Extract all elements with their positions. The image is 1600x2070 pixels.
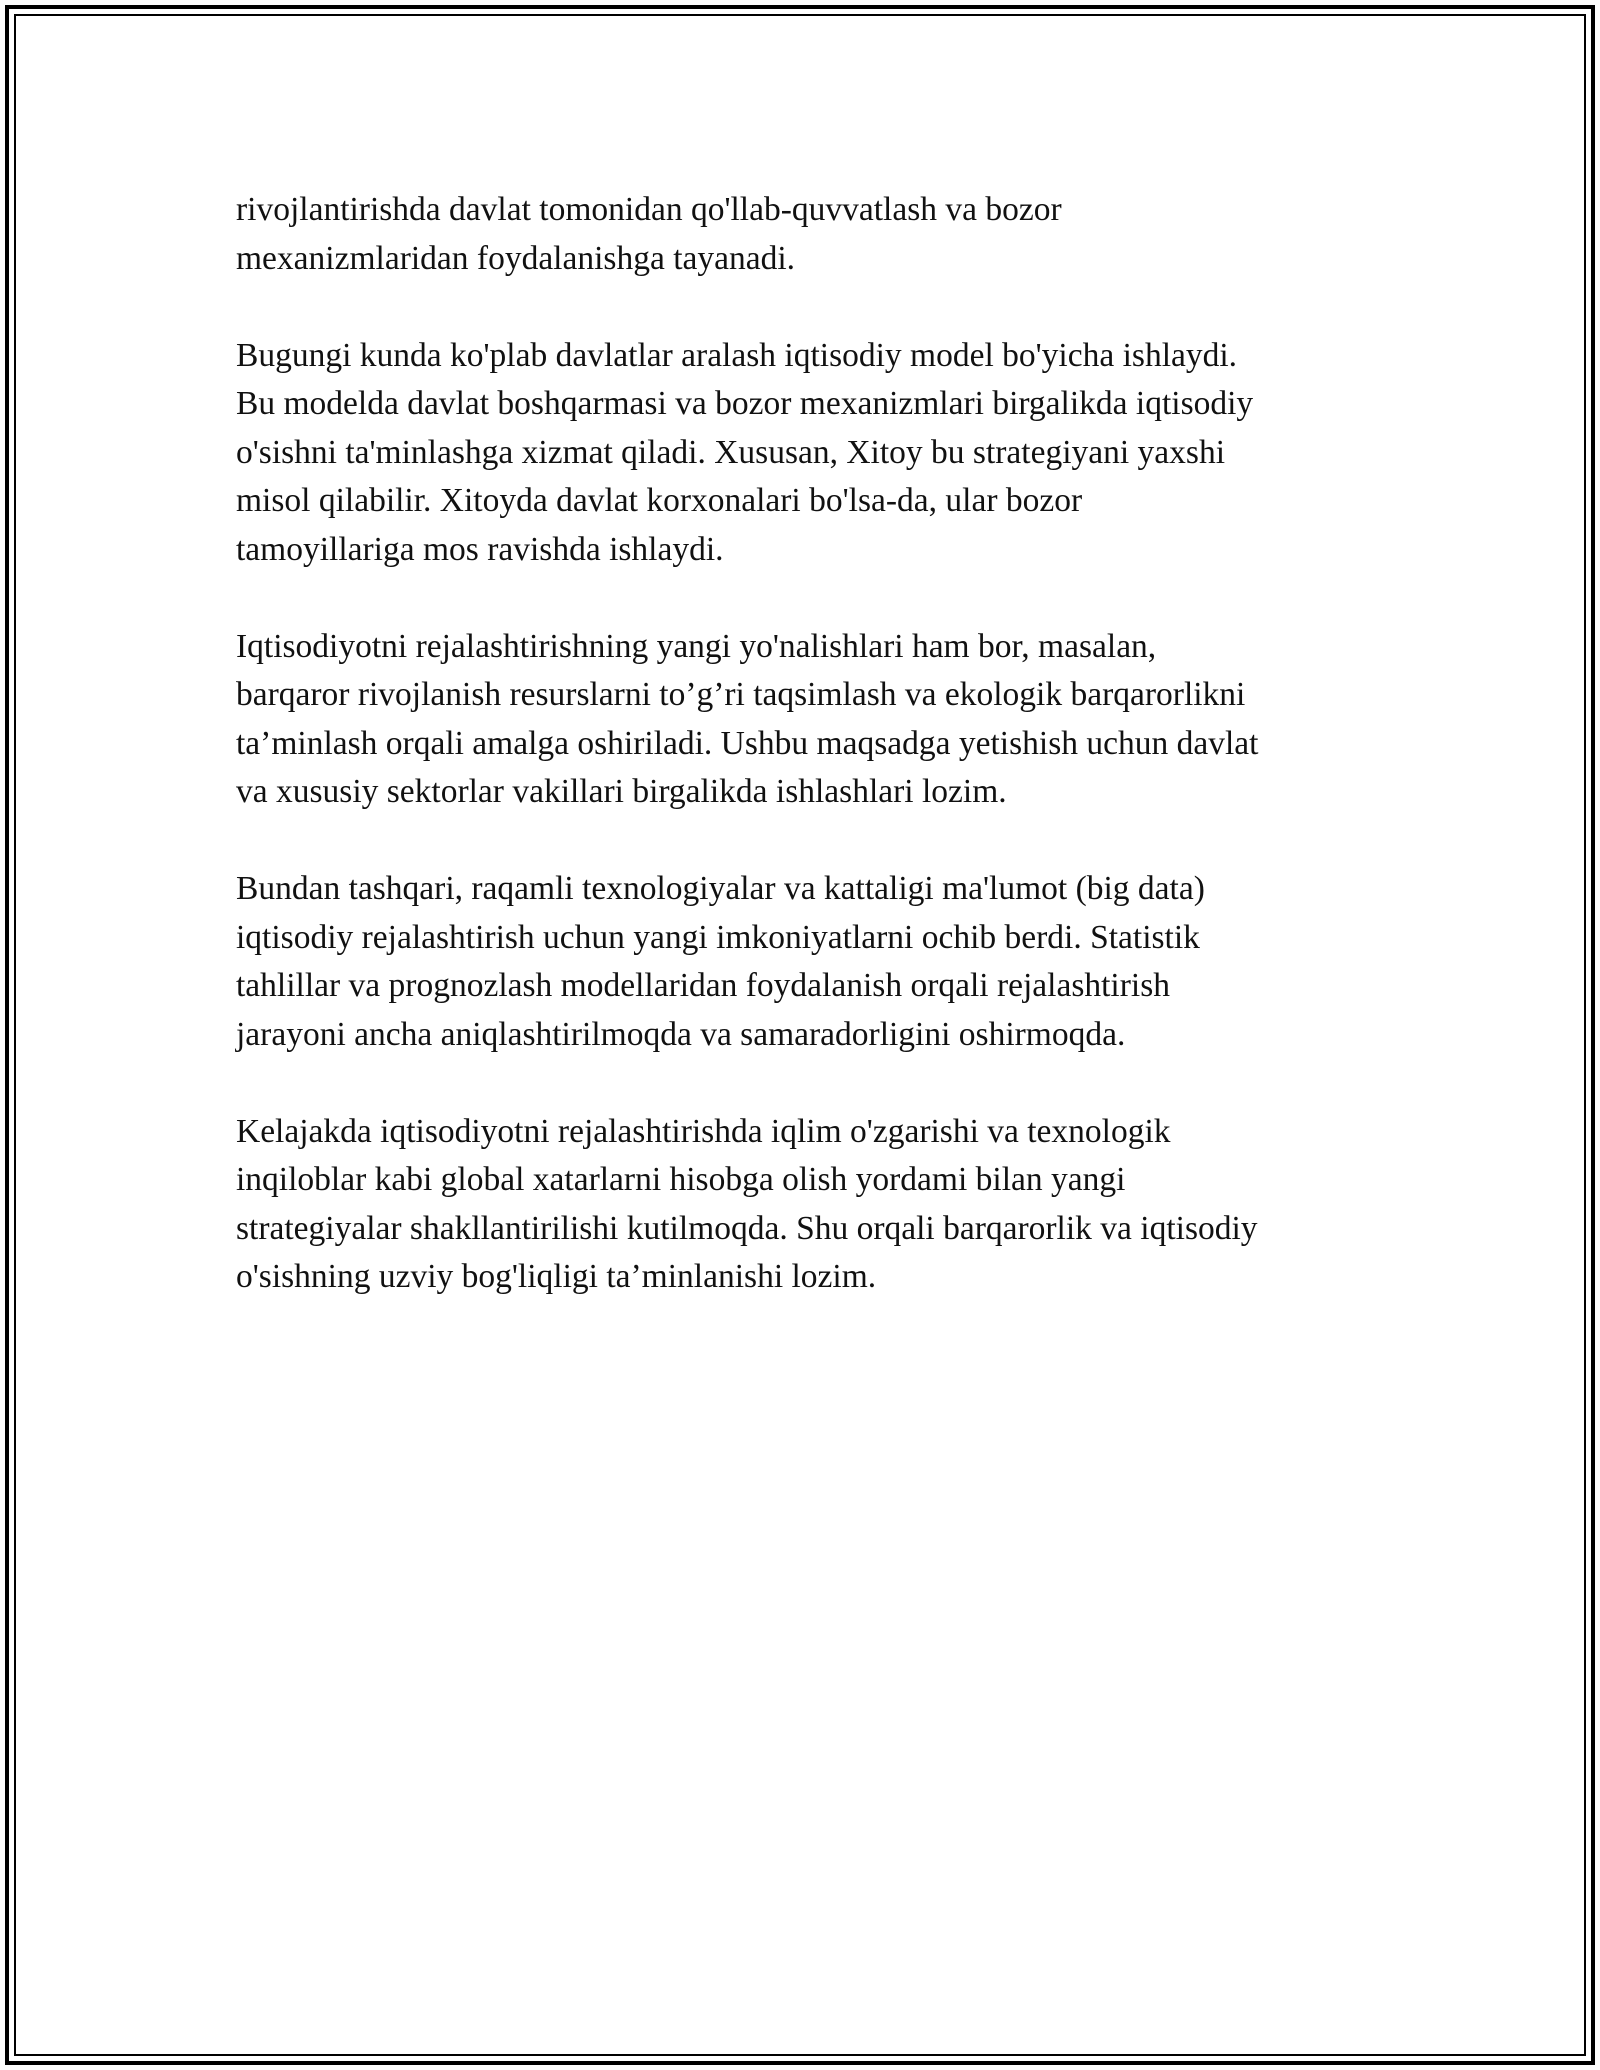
text-line: rivojlantirishda davlat tomonidan qo'llab-quvvatlash va bozor (236, 191, 1062, 228)
text-line: va xususiy sektorlar vakillari birgalikda ishlashlari lozim. (236, 773, 1007, 810)
text-line: Iqtisodiyotni rejalashtirishning yangi yo'nalishlari ham bor, masalan, (236, 627, 1157, 665)
text-line: Bundan tashqari, raqamli texnologiyalar va kattaligi ma'lumot (big data) (236, 870, 1205, 907)
text-line: inqiloblar kabi global xatarlarni hisobga olish yordami bilan yangi (236, 1161, 1126, 1198)
text-line: o'sishning uzviy bog'liqligi ta’minlanishi lozim. (236, 1258, 877, 1295)
text-line: Kelajakda iqtisodiyotni rejalashtirishda iqlim o'zgarishi va texnologik (236, 1112, 1171, 1150)
paragraph-4 (236, 865, 1376, 1059)
text-line: strategiyalar shakllantirilishi kutilmoqda. Shu orqali barqarorlik va iqtisodiy (236, 1209, 1258, 1247)
text-line: barqaror rivojlanish resurslarni to’g’ri taqsimlash va ekologik barqarorlikni (236, 676, 1246, 713)
text-line: jarayoni ancha aniqlashtirilmoqda va samaradorligini oshirmoqda. (236, 1015, 1126, 1053)
text-line: ta’minlash orqali amalga oshiriladi. Ushbu maqsadga yetishish uchun davlat (236, 724, 1259, 762)
text-line: tahlillar va prognozlash modellaridan foydalanish orqali rejalashtirish (236, 967, 1170, 1004)
paragraph-5 (236, 1108, 1376, 1302)
paragraph-2 (236, 332, 1376, 575)
text-line: o'sishni ta'minlashga xizmat qiladi. Xususan, Xitoy bu strategiyani yaxshi (236, 433, 1226, 471)
text-line: Bugungi kunda ko'plab davlatlar aralash iqtisodiy model bo'yicha ishlaydi. (236, 336, 1238, 374)
text-line: mexanizmlaridan foydalanishga tayanadi. (236, 239, 796, 277)
text-line: misol qilabilir. Xitoyda davlat korxonalari bo'lsa-da, ular bozor (236, 482, 1083, 519)
text-line: iqtisodiy rejalashtirish uchun yangi imkoniyatlarni ochib berdi. Statistik (236, 918, 1200, 956)
paragraph-1 (236, 186, 1376, 283)
paragraph-3 (236, 623, 1376, 817)
document-body (236, 186, 1376, 1350)
text-line: Bu modelda davlat boshqarmasi va bozor mexanizmlari birgalikda iqtisodiy (236, 385, 1254, 422)
text-line: tamoyillariga mos ravishda ishlaydi. (236, 530, 724, 568)
